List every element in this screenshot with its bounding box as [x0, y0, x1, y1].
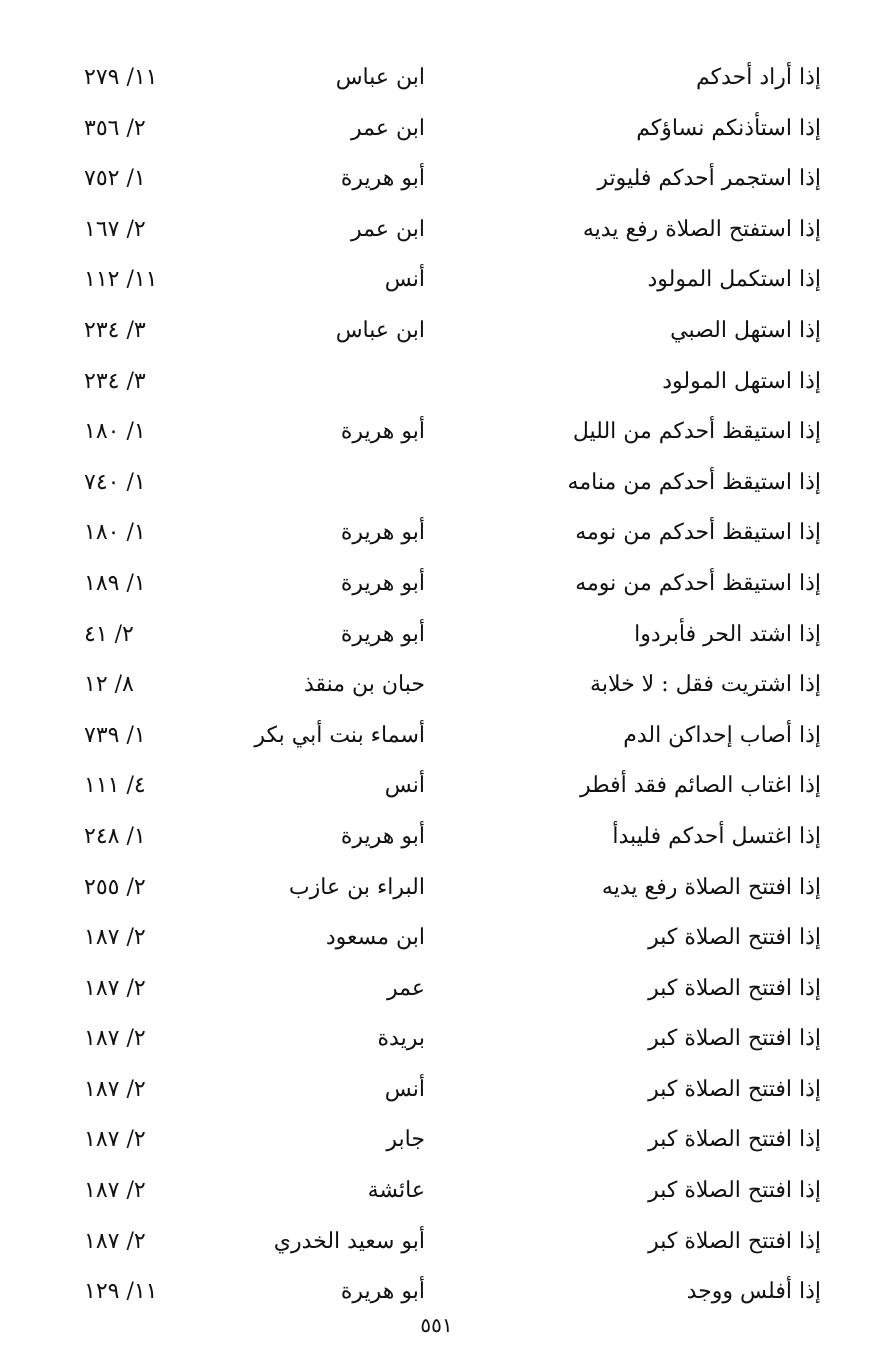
narrator-name: أبو هريرة	[340, 823, 425, 849]
hadith-text: إذا اغتاب الصائم فقد أفطر	[579, 773, 821, 799]
index-row	[0, 1114, 873, 1165]
volume-page-reference: ٢/ ١٨٧	[84, 975, 146, 1001]
index-row	[0, 862, 873, 913]
hadith-text: إذا افتتح الصلاة كبر	[648, 1127, 821, 1153]
hadith-text: إذا افتتح الصلاة كبر	[648, 1228, 821, 1254]
volume-page-reference: ٢/ ٤١	[84, 621, 134, 647]
narrator-name: البراء بن عازب	[288, 874, 425, 900]
hadith-text: إذا افتتح الصلاة كبر	[648, 1076, 821, 1102]
volume-page-reference: ٢/ ١٨٧	[84, 1026, 146, 1052]
index-row	[0, 558, 873, 609]
narrator-name: ابن عمر	[351, 216, 425, 242]
volume-page-reference: ٣/ ٢٣٤	[84, 368, 146, 394]
hadith-text: إذا استيقظ أحدكم من الليل	[572, 419, 821, 445]
volume-page-reference: ٢/ ١٨٧	[84, 1178, 146, 1204]
volume-page-reference: ١١/ ١١٢	[84, 267, 158, 293]
narrator-name: ابن عباس	[335, 317, 425, 343]
hadith-text: إذا افتتح الصلاة كبر	[648, 1178, 821, 1204]
volume-page-reference: ٢/ ١٦٧	[84, 216, 146, 242]
hadith-text: إذا استهل الصبي	[670, 317, 821, 343]
index-row	[0, 912, 873, 963]
narrator-name: ابن مسعود	[325, 925, 425, 951]
volume-page-reference: ١١/ ٢٧٩	[84, 65, 158, 90]
hadith-text: إذا اغتسل أحدكم فليبدأ	[612, 823, 821, 849]
hadith-text: إذا اشتريت فقل : لا خلابة	[590, 672, 821, 698]
index-row	[0, 406, 873, 457]
volume-page-reference: ٣/ ٢٣٤	[84, 317, 146, 343]
hadith-text: إذا أصاب إحداكن الدم	[623, 722, 821, 748]
hadith-text: إذا استجمر أحدكم فليوتر	[597, 166, 821, 192]
hadith-text: إذا افتتح الصلاة كبر	[648, 975, 821, 1001]
index-row	[0, 507, 873, 558]
index-row	[0, 254, 873, 305]
index-row	[0, 356, 873, 407]
narrator-name: أسماء بنت أبي بكر	[254, 722, 425, 748]
index-row	[0, 204, 873, 255]
index-row	[0, 1064, 873, 1115]
volume-page-reference: ٢/ ١٨٧	[84, 1228, 146, 1254]
hadith-text: إذا استكمل المولود	[647, 267, 821, 293]
index-row	[0, 659, 873, 710]
hadith-text: إذا أفلس ووجد	[686, 1279, 821, 1305]
hadith-text: إذا أراد أحدكم	[695, 65, 821, 90]
narrator-name: أبو هريرة	[340, 570, 425, 596]
hadith-text: إذا استهل المولود	[662, 368, 821, 394]
index-row	[0, 103, 873, 154]
hadith-text: إذا افتتح الصلاة رفع يديه	[601, 874, 821, 900]
volume-page-reference: ١١/ ١٢٩	[84, 1279, 158, 1305]
hadith-text: إذا استيقظ أحدكم من منامه	[567, 469, 821, 495]
volume-page-reference: ١/ ١٨٠	[84, 419, 146, 445]
volume-page-reference: ٢/ ٢٥٥	[84, 874, 146, 900]
narrator-name: أبو هريرة	[340, 1279, 425, 1305]
hadith-text: إذا افتتح الصلاة كبر	[648, 925, 821, 951]
volume-page-reference: ٢/ ١٨٧	[84, 1127, 146, 1153]
narrator-name: أبو هريرة	[340, 419, 425, 445]
narrator-name: أنس	[384, 1076, 425, 1102]
narrator-name: ابن عمر	[351, 115, 425, 141]
narrator-name: جابر	[386, 1127, 425, 1153]
volume-page-reference: ١/ ١٨٠	[84, 520, 146, 546]
index-row	[0, 1165, 873, 1216]
index-row	[0, 457, 873, 508]
index-row	[0, 710, 873, 761]
narrator-name: عائشة	[367, 1178, 425, 1204]
hadith-index-list	[0, 52, 873, 1317]
index-row	[0, 153, 873, 204]
narrator-name: أبو هريرة	[340, 520, 425, 546]
narrator-name: أنس	[384, 773, 425, 799]
hadith-text: إذا استيقظ أحدكم من نومه	[575, 520, 821, 546]
index-row	[0, 609, 873, 660]
volume-page-reference: ١/ ٢٤٨	[84, 823, 146, 849]
narrator-name: حبان بن منقذ	[303, 672, 425, 698]
hadith-text: إذا استفتح الصلاة رفع يديه	[582, 216, 821, 242]
index-row	[0, 760, 873, 811]
narrator-name: عمر	[387, 975, 425, 1001]
hadith-text: إذا استيقظ أحدكم من نومه	[575, 570, 821, 596]
index-row	[0, 1216, 873, 1267]
volume-page-reference: ٢/ ١٨٧	[84, 1076, 146, 1102]
narrator-name: أبو سعيد الخدري	[273, 1228, 425, 1254]
volume-page-reference: ١/ ٧٥٢	[84, 166, 146, 192]
narrator-name: أنس	[384, 267, 425, 293]
narrator-name: أبو هريرة	[340, 621, 425, 647]
narrator-name: بريدة	[377, 1026, 425, 1052]
index-row	[0, 1013, 873, 1064]
volume-page-reference: ١/ ٧٤٠	[84, 469, 146, 495]
volume-page-reference: ٢/ ١٨٧	[84, 925, 146, 951]
volume-page-reference: ١/ ٧٣٩	[84, 722, 146, 748]
index-row	[0, 305, 873, 356]
index-row	[0, 963, 873, 1014]
index-row	[0, 52, 873, 103]
hadith-text: إذا اشتد الحر فأبردوا	[634, 621, 821, 647]
narrator-name: ابن عباس	[335, 65, 425, 90]
index-row	[0, 811, 873, 862]
volume-page-reference: ٤/ ١١١	[84, 773, 146, 799]
hadith-text: إذا افتتح الصلاة كبر	[648, 1026, 821, 1052]
page-number: ٥٥١	[420, 1313, 453, 1337]
volume-page-reference: ٢/ ٣٥٦	[84, 115, 146, 141]
narrator-name: أبو هريرة	[340, 166, 425, 192]
hadith-text: إذا استأذنكم نساؤكم	[636, 115, 821, 141]
volume-page-reference: ١/ ١٨٩	[84, 570, 146, 596]
volume-page-reference: ٨/ ١٢	[84, 672, 134, 698]
